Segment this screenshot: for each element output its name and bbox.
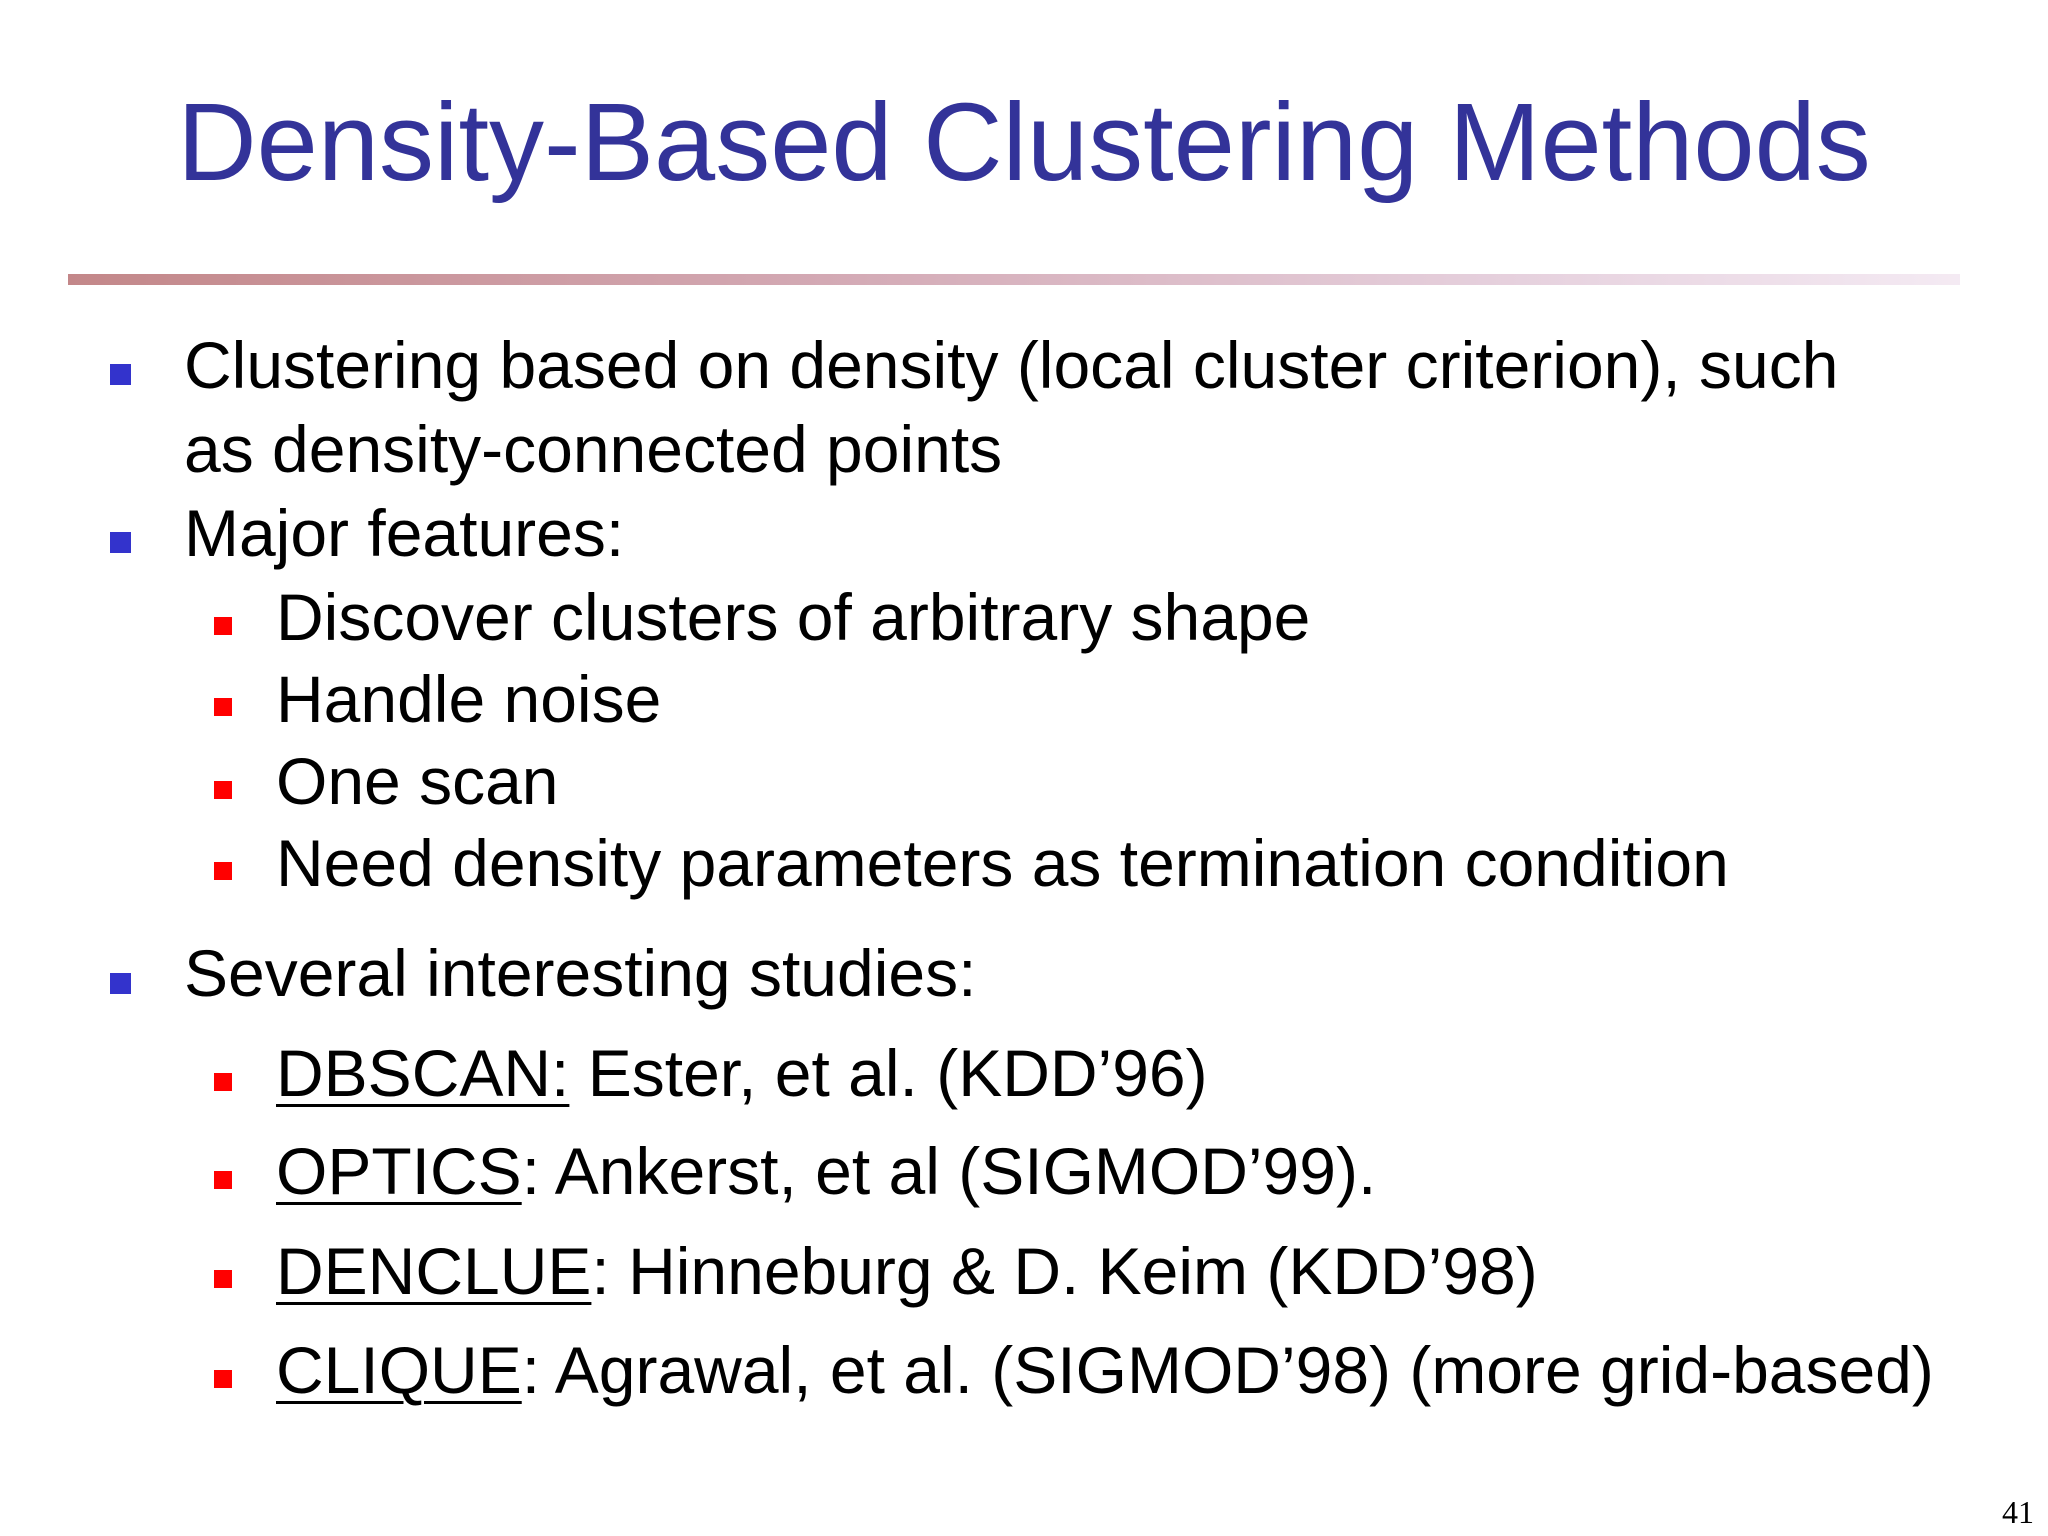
slide-title: Density-Based Clustering Methods — [177, 81, 1871, 204]
bullet-square-icon — [110, 532, 131, 553]
sub-bullet-square-icon — [214, 617, 232, 635]
sub-bullet-square-icon — [214, 781, 232, 799]
page-number: 41 — [2002, 1494, 2034, 1530]
sub-bullet-square-icon — [214, 1270, 232, 1288]
bullet-text: Clustering based on density (local cluster criterion), such — [184, 328, 1839, 402]
study-name: DENCLUE — [276, 1234, 592, 1308]
sub-bullet-square-icon — [214, 862, 232, 880]
sub-bullet-square-icon — [214, 1370, 232, 1388]
study-citation: Ester, et al. (KDD’96) — [569, 1036, 1208, 1110]
sub-bullet-square-icon — [214, 698, 232, 716]
study-name: OPTICS — [276, 1134, 522, 1208]
sub-bullet-square-icon — [214, 1171, 232, 1189]
study-item — [276, 1134, 1377, 1208]
sub-bullet-text: Handle noise — [276, 662, 662, 736]
sub-bullet-text: Need density parameters as termination condition — [276, 826, 1729, 900]
study-item — [276, 1234, 1538, 1308]
sub-bullet-text: Discover clusters of arbitrary shape — [276, 580, 1311, 654]
bullet-text-continued: as density-connected points — [184, 412, 1003, 486]
study-item — [276, 1333, 1934, 1407]
sub-bullet-square-icon — [214, 1073, 232, 1091]
study-name: CLIQUE — [276, 1333, 522, 1407]
bullet-text: Several interesting studies: — [184, 936, 977, 1010]
study-citation: : Hinneburg & D. Keim (KDD’98) — [591, 1234, 1538, 1308]
study-name: DBSCAN: — [276, 1036, 570, 1110]
study-citation: : Ankerst, et al (SIGMOD’99). — [521, 1134, 1377, 1208]
study-item — [276, 1036, 1208, 1110]
bullet-text: Major features: — [184, 496, 625, 570]
study-citation: : Agrawal, et al. (SIGMOD’98) (more grid-based) — [521, 1333, 1934, 1407]
bullet-square-icon — [110, 973, 131, 994]
sub-bullet-text: One scan — [276, 744, 559, 818]
bullet-square-icon — [110, 364, 131, 385]
